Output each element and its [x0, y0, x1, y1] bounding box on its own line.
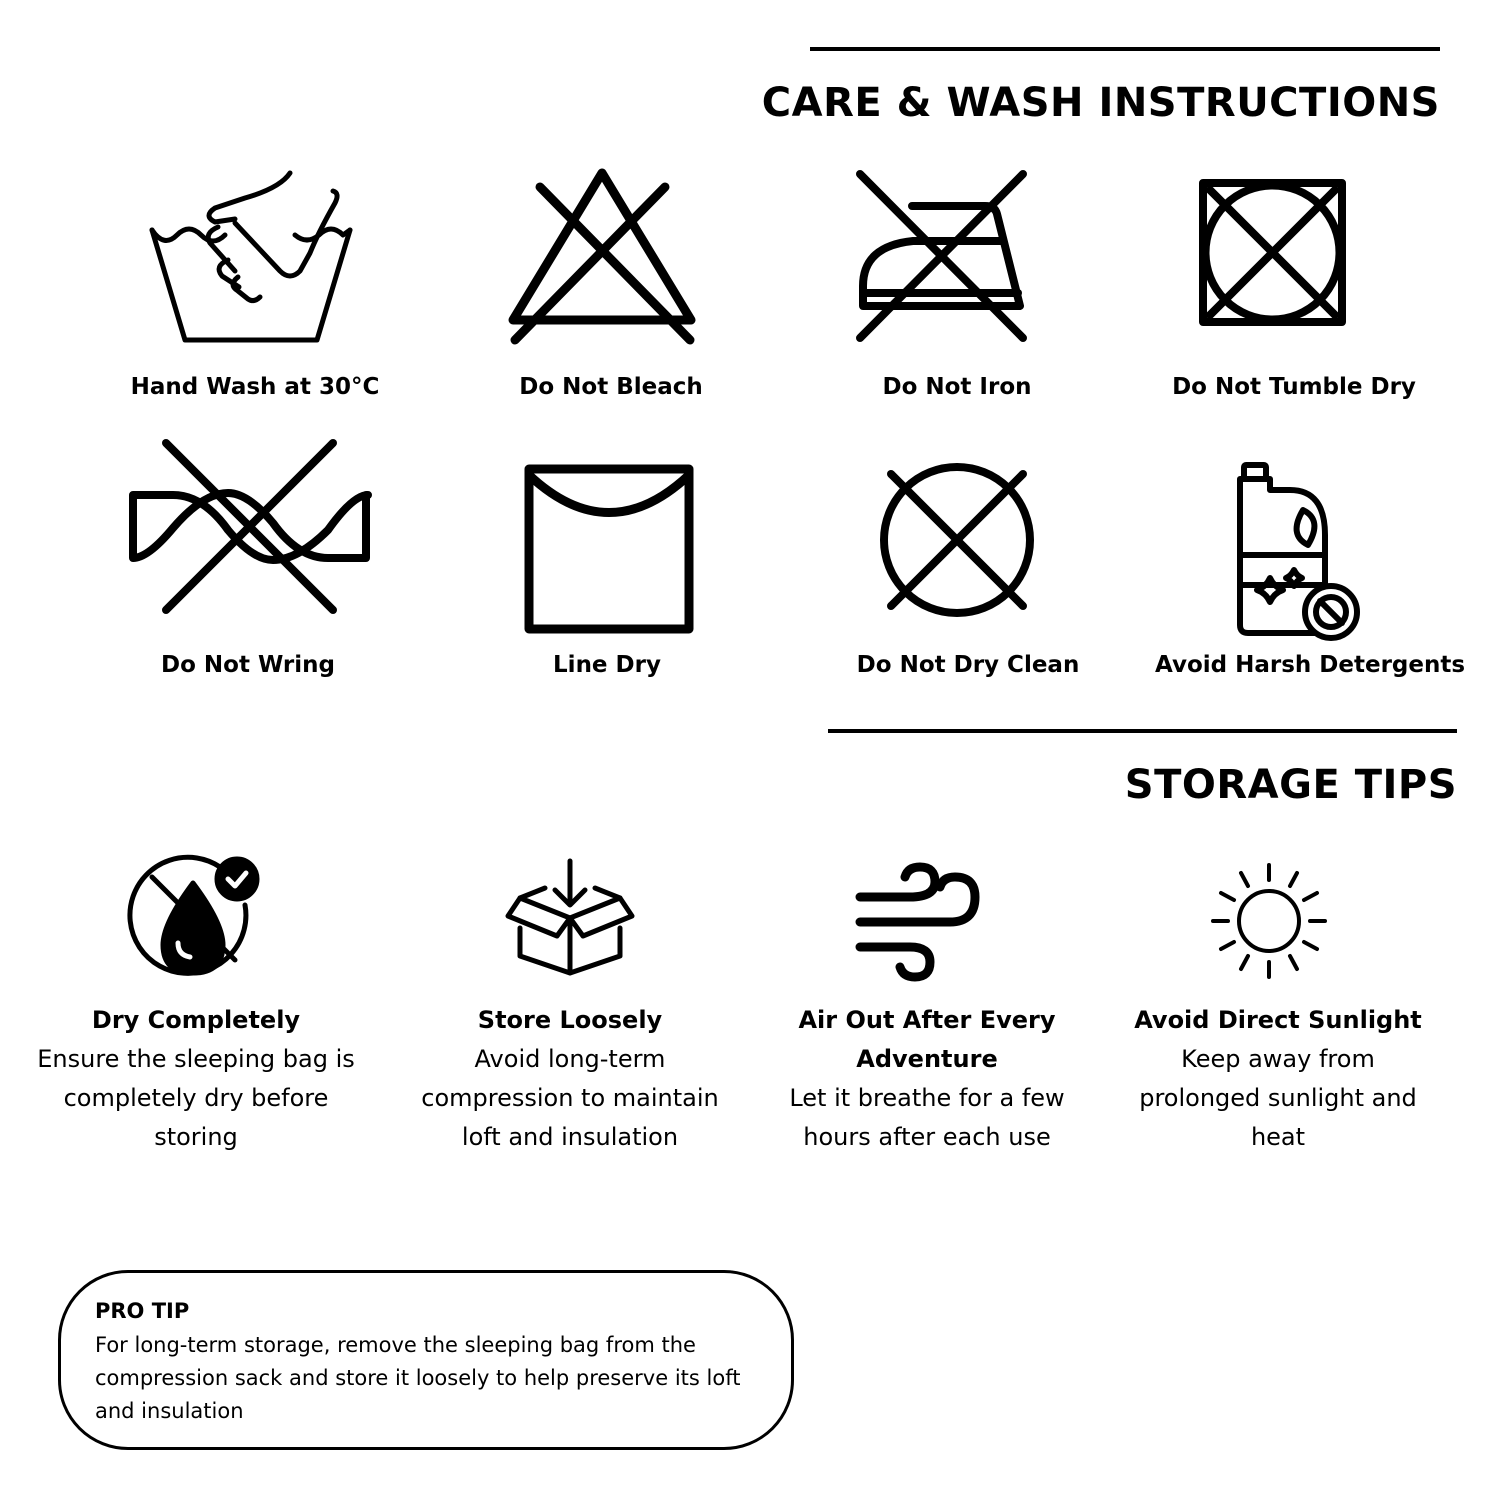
storage-tip-body: Let it breathe for a few hours after each use — [789, 1084, 1065, 1151]
care-label-no-tumble-dry: Do Not Tumble Dry — [1172, 374, 1416, 400]
care-label-hand-wash: Hand Wash at 30°C — [130, 374, 380, 400]
care-label-no-iron: Do Not Iron — [882, 374, 1032, 400]
sun-icon — [1210, 862, 1328, 980]
no-bleach-icon — [505, 165, 705, 350]
storage-tip-sunlight — [1128, 1001, 1428, 1157]
storage-heading-rule — [828, 729, 1457, 733]
care-heading: CARE & WASH INSTRUCTIONS — [761, 80, 1440, 126]
pro-tip-title: PRO TIP — [95, 1299, 190, 1323]
care-label-line-dry: Line Dry — [553, 652, 661, 678]
storage-tip-title: Store Loosely — [477, 1006, 663, 1034]
storage-tip-title: Avoid Direct Sunlight — [1134, 1006, 1422, 1034]
storage-tip-air-out — [772, 1001, 1082, 1157]
dry-check-icon — [130, 855, 262, 980]
care-label-no-detergent: Avoid Harsh Detergents — [1154, 652, 1466, 678]
no-tumble-dry-icon — [1195, 175, 1350, 330]
storage-tip-body: Avoid long-term compression to maintain loft and insulation — [421, 1045, 719, 1151]
care-heading-rule — [810, 47, 1440, 51]
no-iron-icon — [850, 168, 1035, 348]
storage-tip-title: Air Out After Every Adventure — [798, 1006, 1056, 1073]
care-label-no-bleach: Do Not Bleach — [519, 374, 703, 400]
pro-tip-callout — [58, 1270, 794, 1450]
no-wring-icon — [128, 438, 373, 618]
no-dry-clean-icon — [878, 463, 1036, 618]
storage-tip-body: Keep away from prolonged sunlight and heat — [1139, 1045, 1417, 1151]
no-detergent-icon — [1228, 460, 1368, 645]
hand-wash-icon — [140, 165, 360, 350]
storage-tip-body: Ensure the sleeping bag is completely dry before storing — [37, 1045, 355, 1151]
storage-heading: STORAGE TIPS — [1124, 762, 1457, 808]
storage-tip-title: Dry Completely — [91, 1006, 301, 1034]
box-icon — [505, 858, 635, 976]
care-label-no-dry-clean: Do Not Dry Clean — [856, 652, 1080, 678]
wind-icon — [855, 862, 980, 980]
storage-tip-dry — [26, 1001, 366, 1157]
line-dry-icon — [523, 463, 695, 635]
pro-tip-body: For long-term storage, remove the sleeping bag from the compression sack and store it loosely to help preserve its loft and insulation — [95, 1333, 741, 1423]
storage-tip-loosely — [400, 1001, 740, 1157]
care-label-no-wring: Do Not Wring — [161, 652, 335, 678]
